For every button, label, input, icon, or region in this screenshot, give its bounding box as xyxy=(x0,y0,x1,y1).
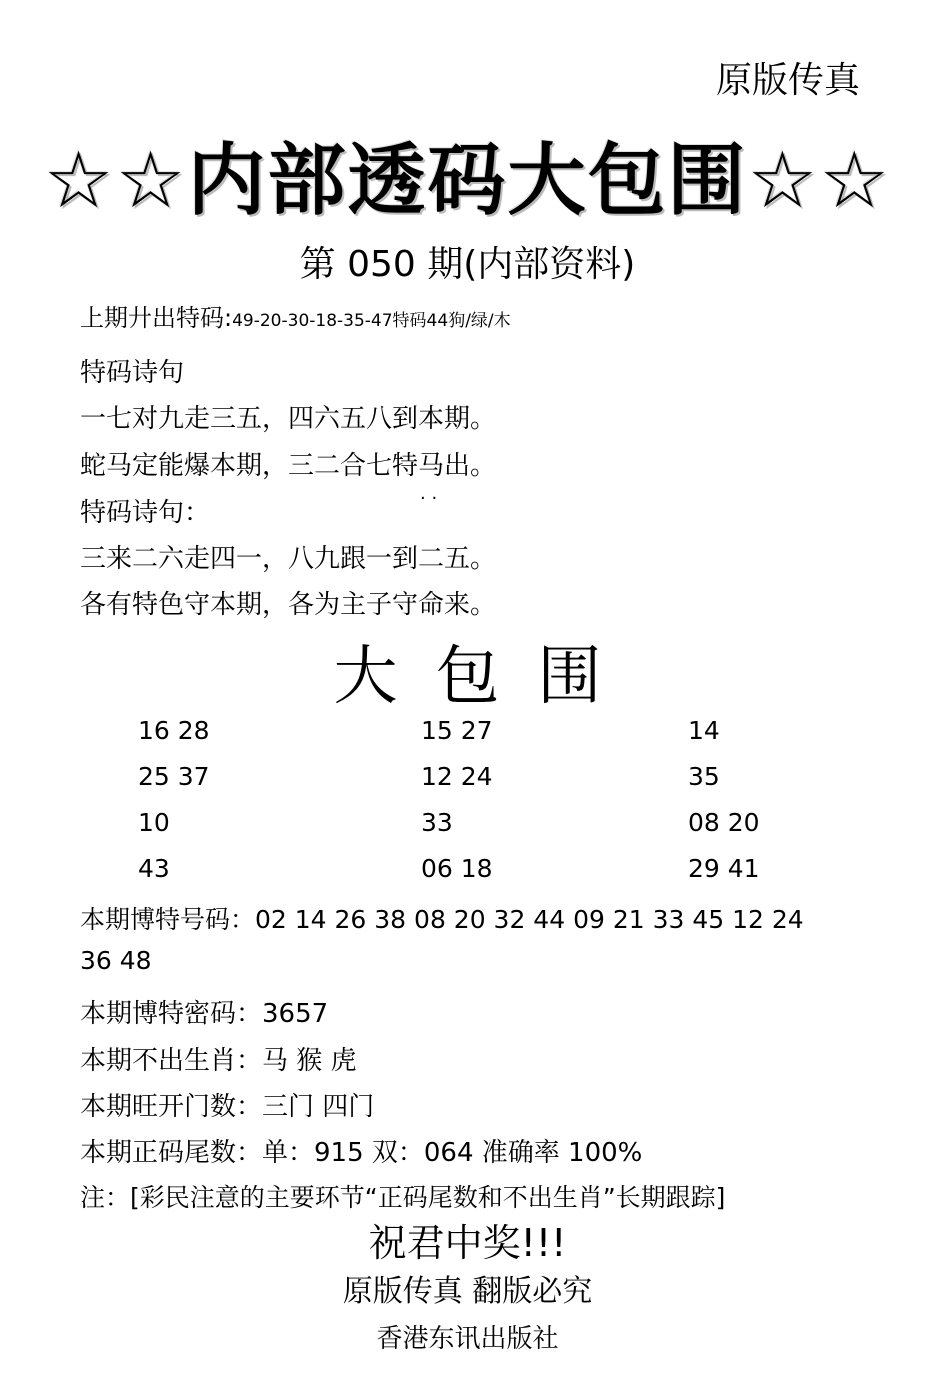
grid-col2-row1: 15 27 xyxy=(421,716,493,745)
grid-col2-row3: 33 xyxy=(421,808,453,837)
grid-col1-row1: 16 28 xyxy=(138,716,210,745)
grid-col1-row3: 10 xyxy=(138,808,170,837)
last-draw-label: 上期廾出特码: xyxy=(80,304,233,332)
poem1-line1: 一七对九走三五，四六五八到本期。 xyxy=(80,404,497,434)
grid-col1-row4: 43 xyxy=(138,854,170,883)
no-zodiac: 本期不出生肖：马 猴 虎 xyxy=(80,1046,357,1076)
poem2-line2: 各有特色守本期，各为主子守命来。 xyxy=(80,590,497,620)
poem2-mark: · · xyxy=(420,488,438,509)
congrats: 祝君中奖!!! xyxy=(368,1221,567,1265)
publisher: 香港东讯出版社 xyxy=(376,1324,559,1354)
poem2-line1: 三来二六走四一，八九跟一到二五。 xyxy=(80,544,497,574)
corner-label: 原版传真 xyxy=(715,60,860,101)
tail-numbers: 本期正码尾数：单：915 双：064 准确率 100% xyxy=(80,1138,643,1168)
big-heading: 大包围 xyxy=(333,640,640,714)
grid-col2-row4: 06 18 xyxy=(421,854,493,883)
poem2-heading: 特码诗句： xyxy=(80,498,211,528)
note: 注：[彩民注意的主要环节“正码尾数和不出生肖”长期跟踪] xyxy=(80,1183,726,1212)
grid-col2-row2: 12 24 xyxy=(421,762,493,791)
grid-col3-row1: 14 xyxy=(688,716,720,745)
poem1-line2: 蛇马定能爆本期，三二合七特马出。 xyxy=(80,451,497,481)
last-draw xyxy=(80,298,511,333)
secret-code: 本期博特密码：3657 xyxy=(80,999,329,1029)
rights-notice: 原版传真 翻版必究 xyxy=(342,1274,593,1309)
special-numbers: 本期博特号码：02 14 26 38 08 20 32 44 09 21 33 45 12 24 xyxy=(80,905,804,934)
poem1-heading: 特码诗句 xyxy=(80,358,185,388)
grid-col3-row2: 35 xyxy=(688,762,720,791)
grid-col1-row2: 25 37 xyxy=(138,762,210,791)
special-numbers-cont: 36 48 xyxy=(80,946,152,975)
last-draw-value: 49-20-30-18-35-47特码44狗/绿/木 xyxy=(232,311,511,331)
grid-col3-row4: 29 41 xyxy=(688,854,760,883)
issue-number: 第 050 期(内部资料) xyxy=(299,244,636,285)
lucky-doors: 本期旺开门数：三门 四门 xyxy=(80,1092,375,1122)
grid-col3-row3: 08 20 xyxy=(688,808,760,837)
page-title: ☆☆内部透码大包围☆☆ xyxy=(43,136,892,226)
